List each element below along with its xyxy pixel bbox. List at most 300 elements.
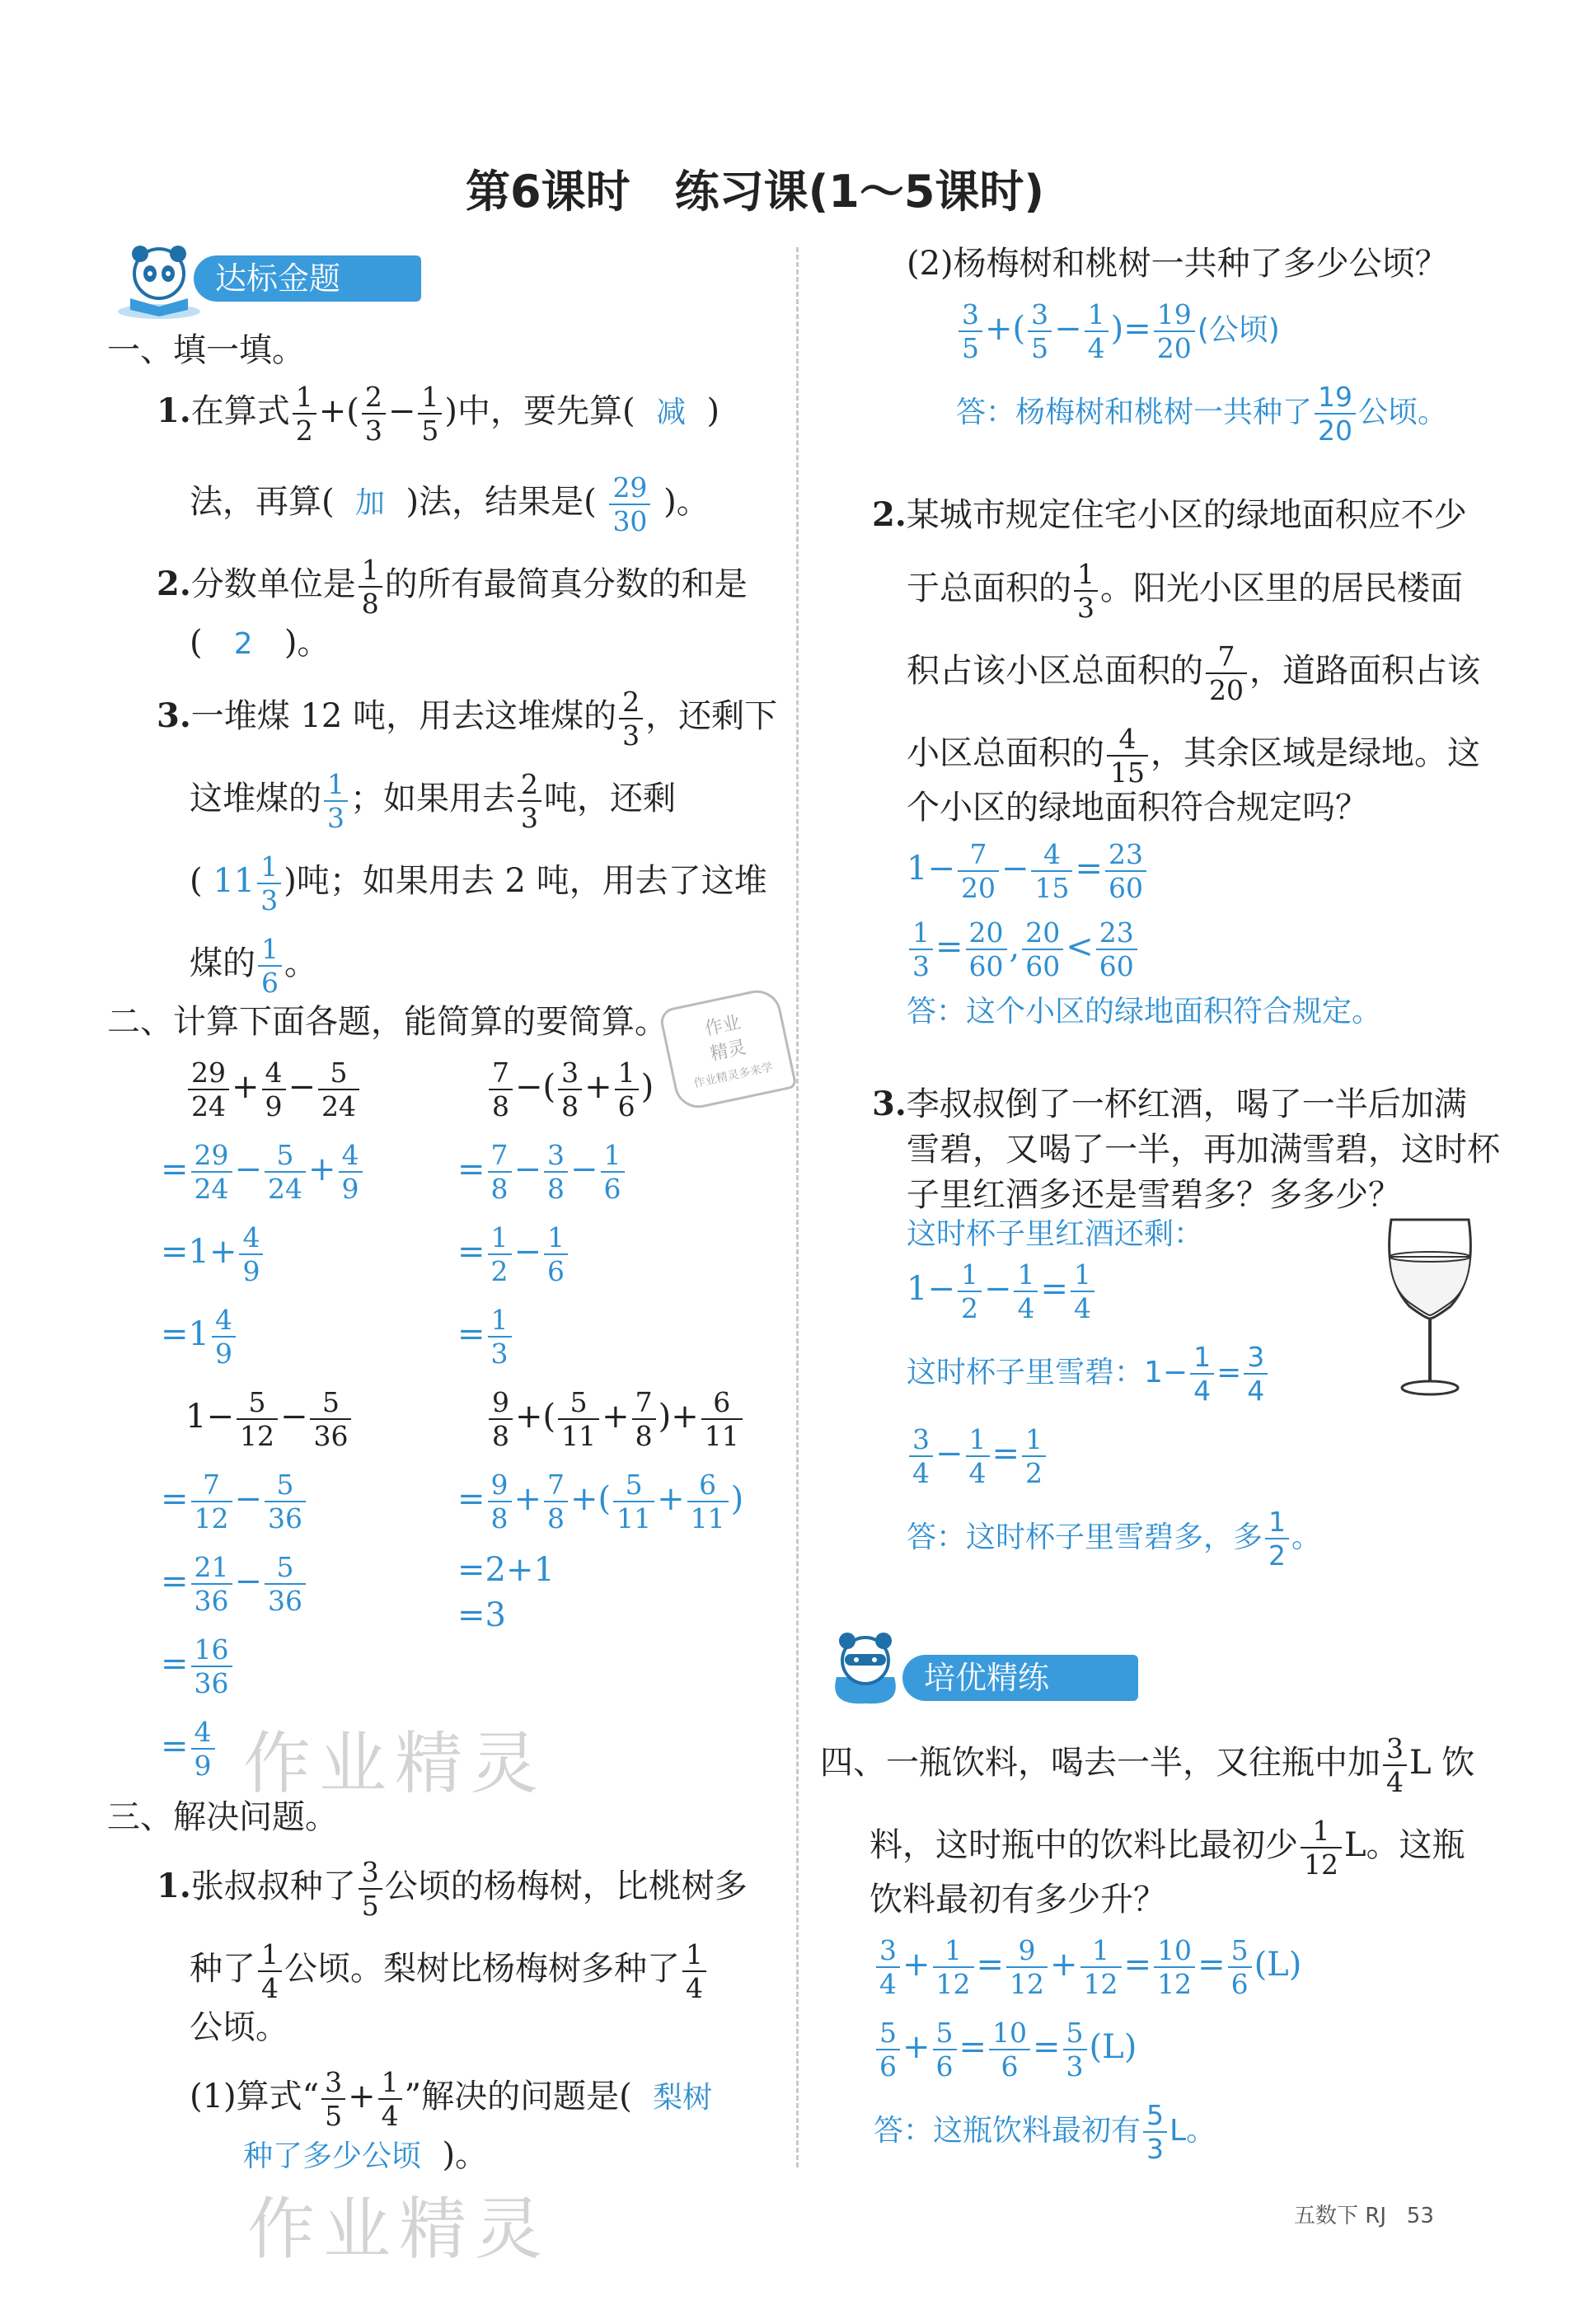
stamp-icon [658, 986, 797, 1113]
denominator: 5 [1031, 332, 1049, 364]
fraction [191, 1139, 232, 1205]
q3-3-line3: 子里红酒多还是雪碧多？多多少？ [907, 1176, 1401, 1214]
denominator: 3 [364, 415, 382, 447]
fraction [1031, 838, 1072, 904]
denominator: 6 [935, 2050, 954, 2083]
numerator: 1 [488, 1224, 512, 1255]
numerator: 3 [909, 1426, 933, 1457]
fraction [558, 1059, 582, 1120]
fraction [310, 1386, 351, 1452]
text: ，道路面积占该 [1249, 652, 1480, 690]
numerator: 1 [615, 1059, 639, 1090]
denominator: 5 [361, 1890, 379, 1922]
denominator: 6 [879, 2050, 897, 2083]
text: 1− [907, 850, 955, 888]
calc1-step3 [161, 1304, 238, 1370]
numerator: 1 [682, 1941, 706, 1972]
fraction [682, 1938, 706, 2004]
fraction [262, 1059, 286, 1120]
fraction [933, 2017, 957, 2083]
stamp-line3: 作业精灵多来学 [692, 1061, 775, 1091]
numerator: 5 [265, 1553, 306, 1585]
fraction [1022, 1423, 1046, 1489]
text: 煤的 [190, 944, 255, 982]
fraction [544, 1471, 568, 1532]
numerator: 29 [188, 1059, 229, 1090]
numerator: 5 [1228, 1937, 1252, 1968]
fraction [544, 1139, 568, 1205]
denominator: 6 [1230, 1968, 1249, 2000]
stamp-line2: 精灵 [708, 1037, 748, 1066]
numerator: 10 [989, 2019, 1030, 2050]
fraction [239, 1221, 263, 1287]
numerator: 5 [310, 1389, 351, 1420]
text: 小区总面积的 [907, 734, 1104, 772]
fraction [1107, 723, 1148, 789]
denominator: 3 [327, 802, 345, 834]
denominator: 9 [242, 1255, 260, 1287]
numerator: 3 [1028, 301, 1052, 332]
text: 这时杯子里雪碧：1− [907, 1356, 1188, 1389]
text: (1)算式“ [190, 2078, 320, 2115]
denominator: 15 [1034, 872, 1070, 904]
text: 。阳光小区里的居民楼面 [1100, 569, 1463, 607]
fraction [265, 1551, 306, 1617]
q3-2-line4 [907, 723, 1480, 789]
denominator: 2 [1268, 1539, 1287, 1572]
denominator: 12 [1304, 1848, 1338, 1881]
denominator: 20 [1318, 415, 1353, 447]
denominator: 12 [1083, 1968, 1118, 2000]
footer [1294, 2199, 1434, 2229]
numerator: 5 [265, 1141, 306, 1173]
q1-3-line2 [190, 768, 676, 834]
calc3-step3: = $\frac{16}{36}$ [161, 1636, 235, 1697]
fraction [1080, 1934, 1122, 2000]
numerator: 4 [1031, 841, 1072, 872]
text: 公顷。 [1358, 396, 1448, 429]
fraction [378, 2066, 402, 2132]
denominator: 9 [341, 1173, 359, 1205]
calc1-step1: = $\frac{29}{24}$ − $\frac{5}{24}$ + $\frac{4}{9}$ [161, 1141, 365, 1202]
denominator: 4 [879, 1968, 897, 2000]
fraction [191, 1471, 232, 1532]
fraction [687, 1471, 729, 1532]
unit: (公顷) [1197, 313, 1280, 347]
numerator: 4 [212, 1306, 236, 1338]
fraction [1190, 1341, 1214, 1407]
fraction [1301, 1815, 1342, 1881]
fraction [966, 916, 1007, 982]
q3-2-number: 2. [872, 495, 907, 534]
page-title: 第6课时 练习课(1～5课时) [466, 166, 1045, 218]
numerator: 9 [488, 1471, 512, 1502]
numerator: 23 [1096, 919, 1137, 950]
q1-2-number: 2. [157, 565, 191, 603]
text: ) [706, 392, 720, 430]
fraction [489, 1386, 513, 1452]
q3-2-line2 [907, 558, 1463, 624]
numerator: 5 [237, 1389, 278, 1420]
fraction [1383, 1732, 1407, 1798]
numerator: 1 [1085, 301, 1109, 332]
q3-3-number: 3. [872, 1085, 907, 1123]
text: 四、一瓶饮料，喝去一半，又往瓶中加 [820, 1744, 1380, 1782]
calc4-step2: =2+1 [457, 1551, 555, 1589]
numerator: 1 [544, 1224, 568, 1255]
denominator: 12 [239, 1420, 274, 1452]
panda-superhero-icon [820, 1628, 911, 1710]
denominator: 36 [268, 1502, 303, 1534]
denominator: 4 [1386, 1766, 1404, 1798]
numerator: 7 [958, 841, 999, 872]
denominator: 3 [912, 950, 930, 982]
q3-2-line1 [872, 495, 1467, 534]
text: )。 [663, 483, 710, 521]
fraction [188, 1059, 229, 1120]
fraction [1105, 838, 1146, 904]
numerator: 7 [191, 1471, 232, 1502]
fraction [418, 381, 442, 447]
q3-3-answer [907, 1506, 1322, 1572]
q1-1-number: 1. [157, 391, 191, 430]
fraction [613, 1471, 654, 1532]
denominator: 4 [686, 1972, 703, 2004]
denominator: 24 [321, 1090, 357, 1122]
numerator: 1 [1022, 1426, 1046, 1457]
numerator: 23 [1105, 841, 1146, 872]
fraction [1074, 558, 1098, 624]
fraction [619, 686, 643, 752]
numerator: 1 [1074, 560, 1098, 592]
numerator: 1 [933, 1937, 974, 1968]
denominator: 8 [635, 1420, 653, 1452]
numerator: 29 [191, 1141, 232, 1173]
numerator: 1 [1071, 1261, 1094, 1292]
numerator: 1 [1080, 1937, 1122, 1968]
q3-2-line5: 个小区的绿地面积符合规定吗？ [907, 789, 1368, 827]
q3-1-sub1-line1: (1)算式“ $\frac{3}{5}$ + $\frac{1}{4}$ ”解决的问题是( 梨树 [190, 2066, 713, 2132]
fraction [321, 2066, 345, 2132]
q3-2-answer: 答：这个小区的绿地面积符合规定。 [907, 995, 1382, 1028]
denominator: 24 [191, 1090, 226, 1122]
fraction [601, 1139, 625, 1205]
text: 。 [284, 944, 317, 982]
denominator: 6 [603, 1173, 621, 1205]
numerator: 9 [489, 1389, 513, 1420]
fraction [958, 838, 999, 904]
denominator: 3 [1146, 2133, 1165, 2165]
denominator: 20 [960, 872, 996, 904]
text: ，还剩下 [645, 697, 778, 735]
wine-glass-icon [1376, 1211, 1484, 1409]
text: ( [190, 624, 203, 662]
numerator: 1 [258, 1941, 282, 1972]
numerator: 1 [909, 919, 933, 950]
numerator: 4 [262, 1059, 286, 1090]
text: 答：这瓶饮料最初有 [874, 2114, 1141, 2148]
part1-heading: 一、填一填。 [107, 331, 305, 369]
numerator: 1 [488, 1306, 512, 1338]
fraction [265, 1471, 306, 1532]
q3-2-step1: 1− $\frac{7}{20}$ − $\frac{4}{15}$ = $\frac{23}{60}$ [907, 841, 1149, 902]
calc4-step1: = $\frac{9}{8}$ + $\frac{7}{8}$ +( $\frac{5}{11}$ + $\frac{6}{11}$ ) [457, 1469, 744, 1534]
fraction [1265, 1506, 1289, 1572]
fraction [909, 916, 933, 982]
numerator: 5 [876, 2019, 900, 2050]
fraction [488, 1304, 512, 1370]
fraction [544, 1221, 568, 1287]
fraction [293, 381, 316, 447]
numerator: 10 [1154, 1937, 1195, 1968]
numerator: 2 [518, 771, 541, 802]
denominator: 12 [194, 1502, 229, 1534]
text: 1− [907, 1270, 955, 1308]
text: 中，要先算( [457, 392, 635, 430]
fraction [489, 1059, 513, 1120]
text: ”解决的问题是( [404, 2078, 632, 2115]
numerator: 20 [1022, 919, 1063, 950]
fraction [318, 1059, 359, 1120]
page-number: 53 [1406, 2204, 1434, 2228]
fraction [632, 1386, 656, 1452]
numerator: 4 [239, 1224, 263, 1255]
denominator: 5 [325, 2100, 343, 2132]
text: 张叔叔种了 [190, 1867, 356, 1905]
numerator: 1 [257, 853, 281, 884]
text: 公顷的杨梅树，比桃树多 [384, 1867, 748, 1905]
numerator: 4 [1107, 725, 1148, 757]
numerator: 1 [1301, 1817, 1342, 1848]
numerator: 19 [1154, 301, 1195, 332]
text: ；如果用去 [350, 780, 515, 818]
denominator: 20 [1156, 332, 1192, 364]
denominator: 11 [704, 1420, 739, 1452]
text: 的所有最简真分数的和是 [384, 565, 748, 603]
numerator: 7 [1206, 643, 1247, 674]
fraction [958, 1258, 982, 1324]
denominator: 3 [1066, 2050, 1084, 2083]
denominator: 20 [1209, 674, 1244, 706]
fraction [1315, 381, 1356, 447]
q4-line2 [869, 1815, 1465, 1881]
fraction [959, 298, 982, 364]
part2-heading: 二、计算下面各题，能简算的要简算。 [107, 1003, 668, 1041]
numerator: 4 [339, 1141, 363, 1173]
fraction [191, 1633, 232, 1699]
text: 种了 [190, 1950, 255, 1988]
q3-1-line1 [157, 1856, 748, 1922]
denominator: 9 [265, 1090, 283, 1122]
answer: 梨树 [653, 2081, 713, 2115]
numerator: 1 [1190, 1343, 1214, 1375]
denominator: 2 [295, 415, 313, 447]
fraction [615, 1059, 639, 1120]
calc3-step4: = $\frac{4}{9}$ [161, 1718, 218, 1779]
fraction [1028, 298, 1052, 364]
denominator: 4 [1193, 1375, 1212, 1407]
q3-2-line3 [907, 640, 1480, 706]
denominator: 8 [547, 1173, 565, 1205]
answer: 2 [233, 627, 253, 661]
numerator: 3 [1244, 1343, 1268, 1375]
q1-3-number: 3. [157, 696, 191, 735]
numerator: 20 [966, 919, 1007, 950]
fraction [1244, 1341, 1268, 1407]
fraction [876, 1934, 900, 2000]
numerator: 7 [632, 1389, 656, 1420]
q4-step1: $\frac{3}{4}$ + $\frac{1}{12}$ = $\frac{9}{12}$ + $\frac{1}{12}$ = $\frac{10}{12}$ = $\frac{5}{6}$ (L) [874, 1937, 1301, 1998]
denominator: 3 [521, 802, 538, 834]
numerator: 5 [1063, 2019, 1087, 2050]
fraction [701, 1386, 743, 1452]
q3-1-number: 1. [157, 1867, 191, 1905]
numerator: 7 [488, 1141, 512, 1173]
answer: 减 [656, 396, 687, 429]
numerator: 1 [601, 1141, 625, 1173]
denominator: 8 [561, 1090, 579, 1122]
text: 公顷。梨树比杨梅树多种了 [284, 1950, 680, 1988]
denominator: 12 [1010, 1968, 1045, 2000]
denominator: 4 [381, 2100, 399, 2132]
numerator: 3 [1383, 1735, 1407, 1766]
numerator: 7 [489, 1059, 513, 1090]
numerator: 5 [265, 1471, 306, 1502]
denominator: 6 [1001, 2050, 1019, 2083]
calc4-step3: =3 [457, 1596, 506, 1634]
text: )。 [442, 2136, 489, 2174]
q3-3-step3: 这时杯子里雪碧：1− $\frac{1}{4}$ = $\frac{3}{4}$ [907, 1343, 1270, 1404]
denominator: 3 [260, 884, 279, 916]
fraction [1154, 1934, 1195, 2000]
text: 吨；如果用去 2 吨，用去了这堆 [296, 862, 767, 900]
fraction [339, 1139, 363, 1205]
calc2-step3: = $\frac{1}{3}$ [457, 1306, 514, 1367]
calc1-expression: $\frac{29}{24}$ + $\frac{4}{9}$ − $\frac{5}{24}$ [185, 1059, 362, 1120]
calc2-step1: = $\frac{7}{8}$ − $\frac{3}{8}$ − $\frac{1}{6}$ [457, 1141, 627, 1202]
numerator: 3 [959, 301, 982, 332]
denominator: 8 [361, 588, 379, 620]
denominator: 6 [547, 1255, 565, 1287]
q3-1-line3: 公顷。 [190, 2008, 288, 2046]
denominator: 2 [1025, 1457, 1043, 1489]
numerator: 1 [966, 1426, 990, 1457]
fraction [212, 1304, 236, 1370]
text: 分数单位是 [190, 565, 356, 603]
advanced-banner: 培优精练 [902, 1655, 1138, 1701]
denominator: 24 [268, 1173, 303, 1205]
q4-answer [874, 2099, 1216, 2165]
denominator: 60 [968, 950, 1004, 982]
q4-line3: 饮料最初有多少升？ [869, 1881, 1166, 1919]
text: 料，这时瓶中的饮料比最初少 [869, 1826, 1298, 1864]
numerator: 5 [1143, 2101, 1167, 2133]
text: 这堆煤的 [190, 780, 321, 818]
text: =1 [161, 1315, 209, 1353]
answer-fraction [609, 471, 650, 537]
text: 李叔叔倒了一杯红酒，喝了一半后加满 [906, 1085, 1467, 1123]
text: 答：这时杯子里雪碧多，多 [907, 1520, 1263, 1554]
answer-fraction [324, 768, 348, 834]
numerator: 1 [293, 383, 316, 415]
answer-fraction [258, 933, 282, 999]
numerator: 1 [1265, 1508, 1289, 1539]
denominator: 2 [960, 1292, 978, 1324]
numerator: 29 [609, 474, 650, 505]
fraction [359, 554, 382, 620]
numerator: 6 [687, 1471, 729, 1502]
denominator: 36 [268, 1585, 303, 1617]
numerator: 19 [1315, 383, 1356, 415]
fraction [1143, 2099, 1167, 2165]
numerator: 1 [258, 935, 282, 967]
fraction [933, 1934, 974, 2000]
numerator: 1 [958, 1261, 982, 1292]
denominator: 5 [962, 332, 979, 364]
basic-banner: 达标金题 [194, 255, 421, 302]
denominator: 6 [261, 967, 279, 999]
numerator: 1 [324, 771, 348, 802]
calc4-expression: $\frac{9}{8}$ +( $\frac{5}{11}$ + $\frac{7}{8}$ )+ $\frac{6}{11}$ [486, 1389, 745, 1450]
q3-1-sub1-line2 [243, 2136, 489, 2174]
denominator: 36 [313, 1420, 349, 1452]
fraction [1096, 916, 1137, 982]
numerator: 21 [191, 1553, 232, 1585]
numerator: 6 [701, 1389, 743, 1420]
numerator: 1 [378, 2069, 402, 2100]
fraction [989, 2017, 1030, 2083]
panda-reading-icon [114, 239, 204, 321]
numerator: 7 [544, 1471, 568, 1502]
fraction [191, 1716, 215, 1782]
text: L。这瓶 [1344, 1826, 1465, 1864]
denominator: 36 [194, 1667, 229, 1699]
numerator: 4 [191, 1718, 215, 1750]
text: )。 [284, 624, 330, 662]
fraction [1071, 1258, 1094, 1324]
denominator: 8 [547, 1502, 565, 1534]
denominator: 3 [1077, 592, 1094, 624]
denominator: 4 [1074, 1292, 1091, 1324]
fraction [1063, 2017, 1087, 2083]
numerator: 5 [318, 1059, 359, 1090]
text: )法，结果是( [405, 483, 597, 521]
fraction [1022, 916, 1063, 982]
footer-book: 五数下 RJ [1294, 2204, 1386, 2228]
q3-3-step1: 这时杯子里红酒还剩： [907, 1217, 1204, 1251]
numerator: 1 [359, 556, 382, 588]
numerator: 2 [362, 383, 386, 415]
q1-3-line4 [190, 933, 317, 999]
calc2-expression: $\frac{7}{8}$ −( $\frac{3}{8}$ + $\frac{1}{6}$ ) [486, 1059, 654, 1120]
answer-whole: 11 [213, 862, 255, 900]
stamp-line1: 作业 [702, 1012, 743, 1040]
text: =1+ [161, 1233, 237, 1271]
fraction [488, 1221, 512, 1287]
denominator: 8 [490, 1502, 509, 1534]
numerator: 3 [321, 2069, 345, 2100]
denominator: 60 [1099, 950, 1134, 982]
denominator: 2 [490, 1255, 509, 1287]
denominator: 4 [1017, 1292, 1035, 1324]
text: 在算式 [190, 392, 290, 430]
text: 一堆煤 12 吨，用去这堆煤的 [190, 697, 617, 735]
denominator: 4 [912, 1457, 930, 1489]
answer: 种了多少公顷 [243, 2139, 422, 2173]
numerator: 2 [619, 688, 643, 719]
fraction [1206, 640, 1247, 706]
denominator: 6 [617, 1090, 635, 1122]
